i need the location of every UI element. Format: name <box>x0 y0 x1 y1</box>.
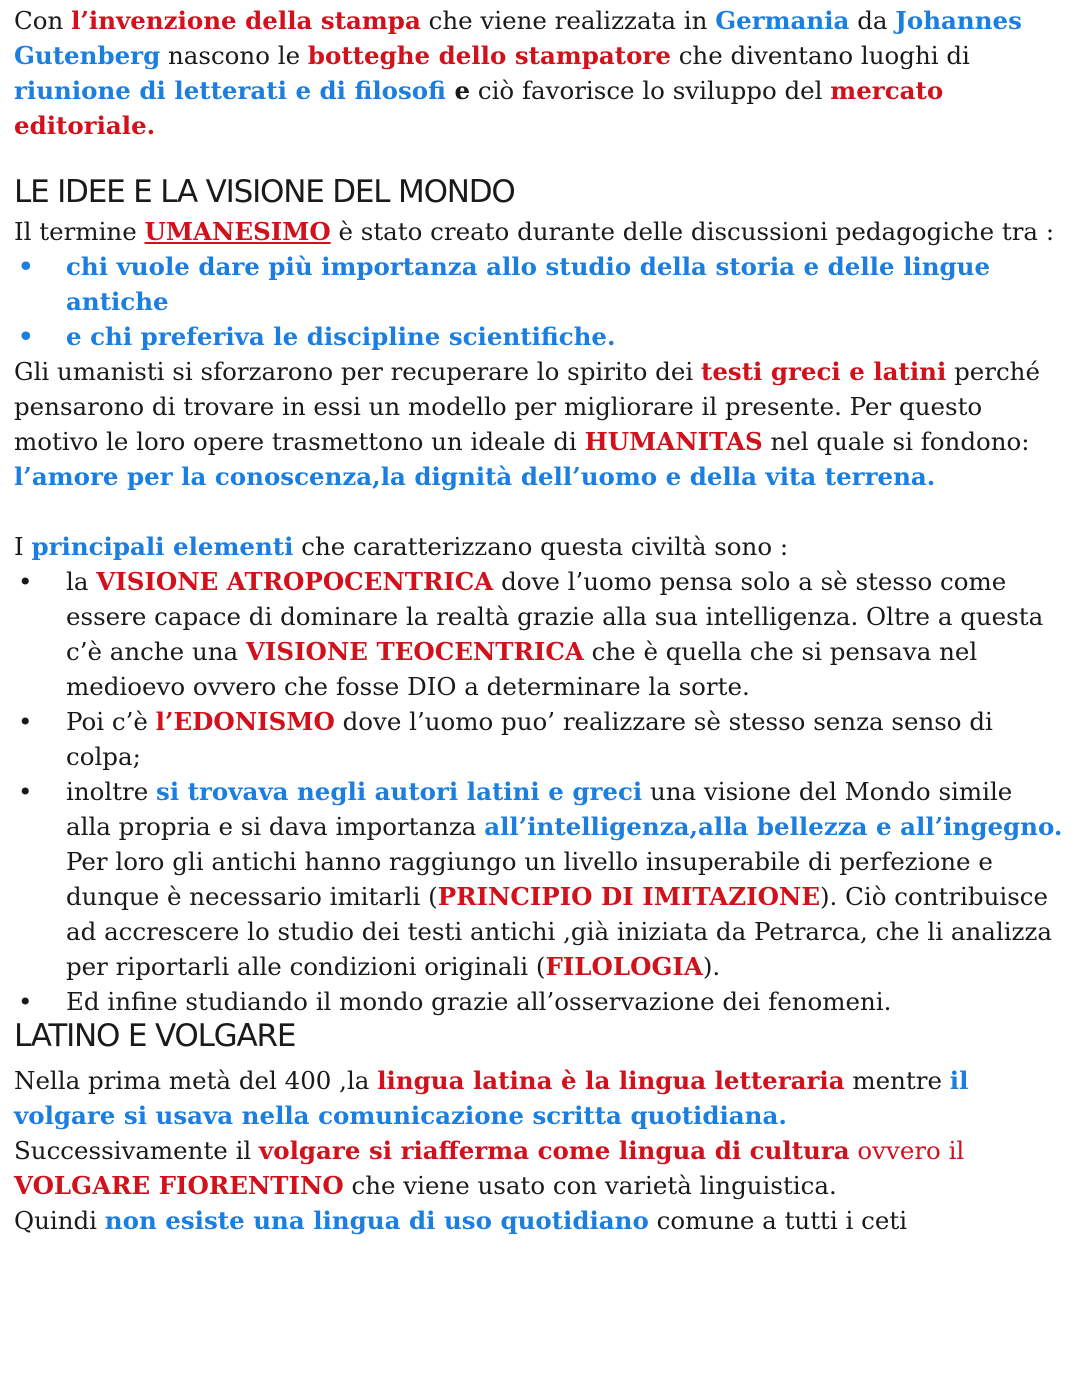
quotidiano-paragraph: Quindi non esiste una lingua di uso quotidiano comune a tutti i ceti <box>14 1206 908 1235</box>
umanesimo-paragraph: Il termine UMANESIMO è stato creato durante delle discussioni pedagogiche tra : <box>14 217 1055 246</box>
list-item: • e chi preferiva le discipline scientifiche. <box>14 319 1064 354</box>
elementi-bullet-list <box>14 564 1064 1019</box>
section-heading-idee: LE IDEE E LA VISIONE DEL MONDO <box>14 174 515 210</box>
section-heading-latino: LATINO E VOLGARE <box>14 1018 296 1054</box>
elementi-intro-paragraph: I principali elementi che caratterizzano questa civiltà sono : <box>14 532 789 561</box>
intro-paragraph: Con l’invenzione della stampa che viene realizzata in Germania da Johannes Gutenberg nascono le botteghe dello stampatore che diventano luoghi di riunione di letterati e di filosofi e ciò favorisce lo sviluppo del mercato editoriale. <box>14 6 1022 140</box>
latino-paragraph: Nella prima metà del 400 ,la lingua latina è la lingua letteraria mentre il volgare si usava nella comunicazione scritta quotidiana. <box>14 1066 969 1130</box>
bullet-icon: • <box>18 987 33 1016</box>
pedagogy-bullet-list <box>14 249 1064 354</box>
blank-line <box>14 494 1064 529</box>
list-item: • Poi c’è l’EDONISMO dove l’uomo puo’ realizzare sè stesso senza senso di colpa; <box>14 704 1064 774</box>
umanisti-paragraph: Gli umanisti si sforzarono per recuperare lo spirito dei testi greci e latini perché pensarono di trovare in essi un modello per migliorare il presente. Per questo motivo le loro opere trasmettono un ideale di HUMANITAS nel quale si fondono: l’amore per la conoscenza,la dignità dell’uomo e della vita terrena. <box>14 357 1040 491</box>
bullet-icon: • <box>18 777 33 806</box>
bullet-icon: • <box>18 322 34 351</box>
volgare-paragraph: Successivamente il volgare si riafferma come lingua di cultura ovvero il VOLGARE FIORENTINO che viene usato con varietà linguistica. <box>14 1136 965 1200</box>
bullet-icon: • <box>18 567 33 596</box>
list-item: • inoltre si trovava negli autori latini e greci una visione del Mondo simile alla propria e si dava importanza all’intelligenza,alla bellezza e all’ingegno. Per loro gli antichi hanno raggiungo un livello insuperabile di perfezione e dunque è necessario imitarli (PRINCIPIO DI IMITAZIONE). Ciò contribuisce ad accrescere lo studio dei testi antichi ,già iniziata da Petrarca, che li analizza per riportarli alle condizioni originali (FILOLOGIA). <box>14 774 1064 984</box>
bullet-icon: • <box>18 252 34 281</box>
list-item: • Ed infine studiando il mondo grazie all’osservazione dei fenomeni. <box>14 984 1064 1019</box>
bullet-icon: • <box>18 707 33 736</box>
list-item: • la VISIONE ATROPOCENTRICA dove l’uomo pensa solo a sè stesso come essere capace di dominare la realtà grazie alla sua intelligenza. Oltre a questa c’è anche una VISIONE TEOCENTRICA che è quella che si pensava nel medioevo ovvero che fosse DIO a determinare la sorte. <box>14 564 1064 704</box>
list-item: • chi vuole dare più importanza allo studio della storia e delle lingue antiche <box>14 249 1064 319</box>
